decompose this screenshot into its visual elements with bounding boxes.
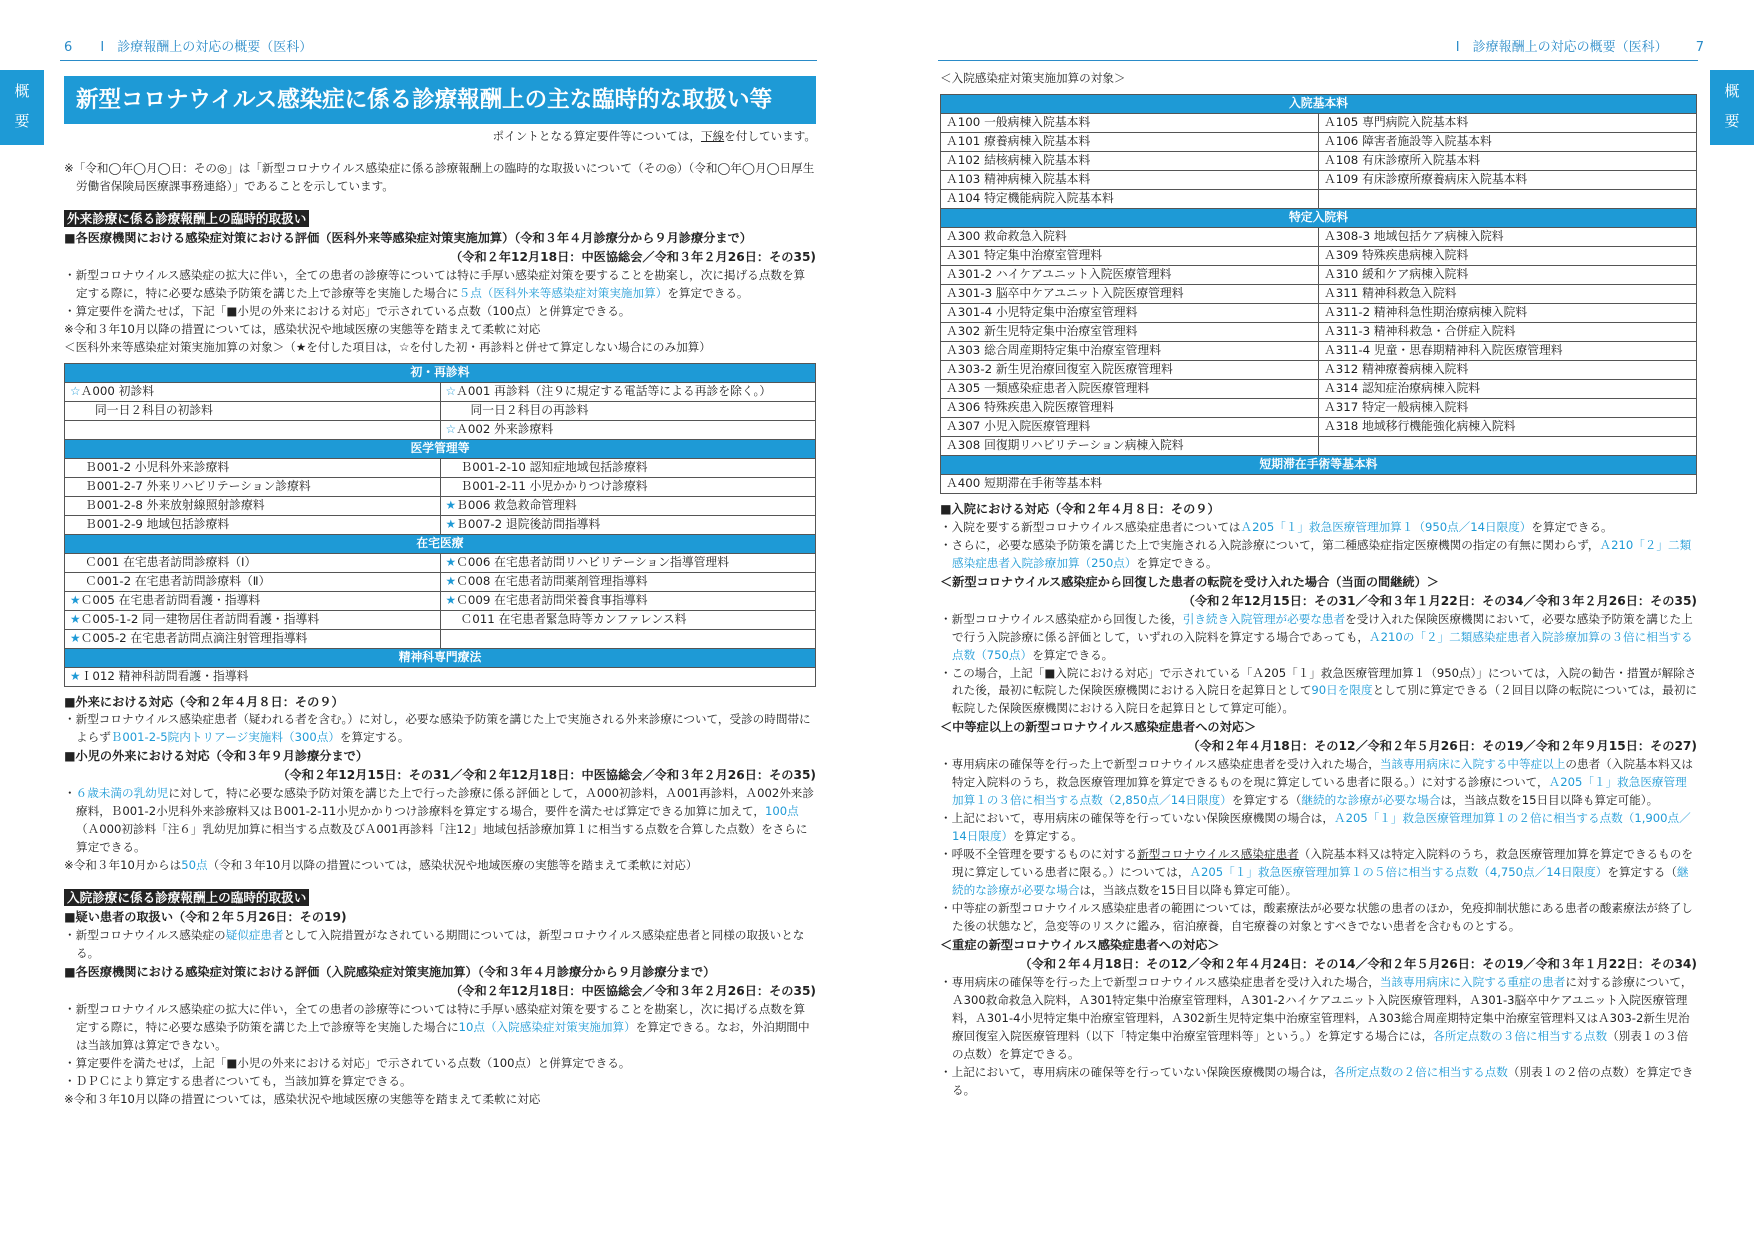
text: を算定できる。 xyxy=(667,285,749,300)
highlight-text: ５点（医科外来等感染症対策実施加算） xyxy=(458,285,668,300)
filled-star-icon: ★ xyxy=(445,555,457,570)
paragraph xyxy=(64,1001,816,1055)
paragraph xyxy=(940,846,1697,900)
table-cell: Ｂ001-2-7 外来リハビリテーション診療料 xyxy=(65,477,441,496)
table-cell: ☆Ａ002 外来診療料 xyxy=(440,420,816,439)
header-rule xyxy=(938,60,1698,61)
reference-line: （令和２年12月18日：中医協総会／令和３年２月26日：その35) xyxy=(450,249,816,264)
table-cell xyxy=(1319,436,1697,455)
highlight-text: Ａ210「２」二類感染症患者入院診療加算（250点） xyxy=(952,537,1692,570)
highlight-text: 疑似症患者 xyxy=(225,927,284,942)
table-cell: Ａ311-3 精神科救急・合併症入院料 xyxy=(1319,322,1697,341)
table-cell: Ａ317 特定一般病棟入院料 xyxy=(1319,398,1697,417)
outline-star-icon: ☆ xyxy=(445,384,457,399)
table-cell: Ａ301 特定集中治療室管理料 xyxy=(941,246,1319,265)
table-cell: Ｂ001-2 小児科外来診療料 xyxy=(65,458,441,477)
reference-line: （令和２年４月18日：その12／令和２年５月26日：その19／令和２年９月15日：その27) xyxy=(1187,739,1697,754)
text: ・この場合，上記「■入院における対応」で示されている「Ａ205「１」救急医療管理加算１（950点）」については，入院の勧告・措置が解除された後，最初に転院した保険医療機関における入院日を起算日として xyxy=(940,665,1697,698)
subheading: ■小児の外来における対応（令和３年９月診療分まで） xyxy=(64,749,369,764)
table-cell: Ａ306 特殊疾患入院医療管理料 xyxy=(941,398,1319,417)
subheading: ■各医療機関における感染症対策における評価（医科外来等感染症対策実施加算）（令和３年４月診療分から９月診療分まで） xyxy=(64,230,752,245)
filled-star-icon: ★ xyxy=(70,593,81,608)
text: は，当該点数を15日目以降も算定可能）。 xyxy=(1440,793,1659,808)
left-page-header xyxy=(64,38,312,58)
subheading: ＜中等症以上の新型コロナウイルス感染症患者への対応＞ xyxy=(940,720,1257,735)
text: に対して，特に必要な感染予防対策を講じた上で行った診療に係る評価として，Ａ000初診料，Ａ001再診料，Ａ002外来診療料，Ｂ001-2小児科外来診療料又はＢ001-2-11小児かかりつけ診療料を算定する場合，要件を満たせば算定できる加算に加えて， xyxy=(76,786,814,819)
table-cell: Ｂ001-2-8 外来放射線照射診療料 xyxy=(65,496,441,515)
chapter-tab-char: 要 xyxy=(1724,112,1740,130)
chapter-tab-char: 要 xyxy=(14,112,30,130)
highlight-text: 継続的な診療が必要な場合 xyxy=(952,865,1689,897)
paragraph: ＜医科外来等感染症対策実施加算の対象＞（★を付した項目は，☆を付した初・再診料と併せて算定しない場合にのみ加算） xyxy=(64,339,711,354)
highlight-text: 50点 xyxy=(181,858,208,873)
highlight-text: Ａ205「１」救急医療管理加算１の５倍に相当する点数（4,750点／14日限度） xyxy=(1189,865,1608,880)
table-cell: ☆Ａ000 初診料 xyxy=(65,382,441,401)
table-header: 医学管理等 xyxy=(65,439,816,458)
table-cell: Ａ305 一類感染症患者入院医療管理料 xyxy=(941,379,1319,398)
text: を算定できる。なお，外泊期間中は当該加算は算定できない。 xyxy=(76,1019,810,1052)
paragraph: ・算定要件を満たせば，下記「■小児の外来における対応」で示されている点数（100点）と併算定できる。 xyxy=(64,303,631,318)
text: （令和３年10月以降の措置については，感染状況や地域医療の実態等を踏まえて柔軟に対応） xyxy=(207,858,698,873)
text: ・上記において，専用病床の確保等を行っていない保険医療機関の場合は， xyxy=(940,1064,1334,1079)
right-column xyxy=(940,70,1697,1100)
table-header: 精神科専門療法 xyxy=(65,648,816,667)
right-page xyxy=(877,0,1754,1240)
reference-line: （令和２年４月18日：その12／令和２年４月24日：その14／令和２年５月26日：その19／令和３年１月22日：その34) xyxy=(1019,956,1697,971)
table-cell: Ｂ001-2-9 地域包括診療料 xyxy=(65,515,441,534)
table-cell: 同一日２科目の初診料 xyxy=(65,401,441,420)
text: （別表１の３倍の点数）を算定できる。 xyxy=(952,1028,1689,1061)
running-header-title: Ⅰ 診療報酬上の対応の概要（医科） xyxy=(100,40,313,55)
table-cell: Ａ104 特定機能病院入院基本料 xyxy=(941,189,1319,208)
running-header-title: Ⅰ 診療報酬上の対応の概要（医科） xyxy=(1455,40,1668,55)
table-cell: Ａ318 地域移行機能強化病棟入院料 xyxy=(1319,417,1697,436)
highlight-text: 10点（入院感染症対策実施加算） xyxy=(458,1019,636,1034)
paragraph xyxy=(64,857,816,875)
table-cell: Ａ300 救命救急入院料 xyxy=(941,227,1319,246)
text: を算定する。 xyxy=(1013,829,1083,844)
table-cell: Ａ100 一般病棟入院基本料 xyxy=(941,113,1319,132)
table-cell: Ａ311-4 児童・思春期精神科入院医療管理料 xyxy=(1319,341,1697,360)
paragraph xyxy=(64,785,816,857)
table-cell xyxy=(65,420,441,439)
paragraph: ・中等症の新型コロナウイルス感染症患者の範囲については，酸素療法が必要な状態の患者のほか，免疫抑制状態にある患者の酸素療法が終了した後の状態など，急変等のリスクに鑑み，宿泊療養，自宅療養の対象とすべきでない患者を含むものとする。 xyxy=(940,900,1693,933)
text: （Ａ000初診料「注６」乳幼児加算に相当する点数及びＡ001再診料「注12」地域包括診療加算１に相当する点数を合算した点数）をさらに算定できる。 xyxy=(76,822,808,855)
table-cell: Ａ400 短期滞在手術等基本料 xyxy=(941,474,1697,493)
table-cell: ★Ｃ005-1-2 同一建物居住者訪問看護・指導料 xyxy=(65,610,441,629)
text: ・専用病床の確保等を行った上で新型コロナウイルス感染症患者を受け入れた場合， xyxy=(940,757,1380,772)
paragraph xyxy=(940,1064,1697,1100)
table-cell: Ａ301-4 小児特定集中治療室管理料 xyxy=(941,303,1319,322)
text: に対する診療について，Ａ300救命救急入院料，Ａ301特定集中治療室管理料，Ａ301-2ハイケアユニット入院医療管理料，Ａ301-3脳卒中ケアユニット入院医療管理料，Ａ301-4小児特定集中治療室管理料，Ａ302新生児特定集中治療室管理料，Ａ303総合周産期特定集中治療室管理料又はＡ303-2新生児治療回復室入院医療管理料（以下「特定集中治療室管理料等」という。）を算定する場合には， xyxy=(952,974,1693,1043)
outline-star-icon: ☆ xyxy=(445,422,457,437)
table-cell: Ａ106 障害者施設等入院基本料 xyxy=(1319,132,1697,151)
text: ・新型コロナウイルス感染症の拡大に伴い，全ての患者の診療等については特に手厚い感染症対策を要することを勘案し，次に掲げる点数を算定する際に，特に必要な感染予防策を講じた上で診療等を実施した場合に xyxy=(64,1001,806,1034)
subheading: ＜重症の新型コロナウイルス感染症患者への対応＞ xyxy=(940,937,1220,952)
highlight-text: 当該専用病床に入院する中等症以上 xyxy=(1379,757,1566,772)
paragraph xyxy=(940,974,1697,1064)
text: を算定する。 xyxy=(339,730,410,745)
table-cell xyxy=(1319,189,1697,208)
highlight-text: 各所定点数の３倍に相当する点数 xyxy=(1433,1028,1608,1043)
paragraph: ・ＤＰＣにより算定する患者についても，当該加算を算定できる。 xyxy=(64,1073,412,1088)
table-cell: Ａ308-3 地域包括ケア病棟入院料 xyxy=(1319,227,1697,246)
header-rule xyxy=(60,60,817,61)
table-cell: ★Ｂ007-2 退院後訪問指導料 xyxy=(440,515,816,534)
paragraph: ※令和３年10月以降の措置については，感染状況や地域医療の実態等を踏まえて柔軟に対応 xyxy=(64,321,541,336)
table-cell: Ａ108 有床診療所入院基本料 xyxy=(1319,151,1697,170)
table-header: 短期滞在手術等基本料 xyxy=(941,455,1697,474)
highlight-text: 各所定点数の２倍に相当する点数 xyxy=(1333,1064,1508,1079)
chapter-tab xyxy=(1710,70,1754,145)
table-cell: Ａ301-2 ハイケアユニット入院医療管理料 xyxy=(941,265,1319,284)
paragraph xyxy=(940,665,1697,719)
table-cell: ★Ｃ008 在宅患者訪問薬剤管理指導料 xyxy=(440,572,816,591)
table-cell: Ａ307 小児入院医療管理料 xyxy=(941,417,1319,436)
table-cell: ★Ｃ005-2 在宅患者訪問点滴注射管理指導料 xyxy=(65,629,441,648)
page-title: 新型コロナウイルス感染症に係る診療報酬上の主な臨時的な取扱い等 xyxy=(64,76,816,124)
highlight-text: Ａ205「１」救急医療管理加算１の２倍に相当する点数（1,900点／14日限度） xyxy=(952,811,1691,844)
left-column xyxy=(64,128,816,1108)
table-cell: Ｃ001-2 在宅患者訪問診療料（Ⅱ） xyxy=(65,572,441,591)
text: ・上記において，専用病床の確保等を行っていない保険医療機関の場合は， xyxy=(940,811,1334,826)
text: ・新型コロナウイルス感染症の xyxy=(64,927,226,942)
table-cell xyxy=(440,629,816,648)
paragraph xyxy=(940,611,1697,665)
text: を付しています。 xyxy=(724,129,816,143)
paragraph xyxy=(940,519,1697,537)
highlight-text: Ｂ001-2-5院内トリアージ実施料（300点） xyxy=(110,730,340,745)
text: ・入院を要する新型コロナウイルス感染症患者については xyxy=(940,519,1241,534)
table-cell: Ａ302 新生児特定集中治療室管理料 xyxy=(941,322,1319,341)
table-header: 特定入院料 xyxy=(941,208,1697,227)
table-cell: Ａ310 緩和ケア病棟入院料 xyxy=(1319,265,1697,284)
subheading: ■各医療機関における感染症対策における評価（入院感染症対策実施加算）（令和３年４月診療分から９月診療分まで） xyxy=(64,964,716,979)
table-header: 入院基本料 xyxy=(941,94,1697,113)
text: ・専用病床の確保等を行った上で新型コロナウイルス感染症患者を受け入れた場合， xyxy=(940,974,1380,989)
paragraph xyxy=(940,756,1697,810)
table-cell: Ａ312 精神療養病棟入院料 xyxy=(1319,360,1697,379)
table-cell: Ａ314 認知症治療病棟入院料 xyxy=(1319,379,1697,398)
paragraph: ※令和３年10月以降の措置については，感染状況や地域医療の実態等を踏まえて柔軟に対応 xyxy=(64,1091,541,1106)
text: ポイントとなる算定要件等については， xyxy=(492,129,701,143)
text: を算定できる。 xyxy=(1136,555,1218,570)
highlight-text: Ａ205「１」救急医療管理加算１（950点／14日限度） xyxy=(1240,519,1532,534)
text: ※令和３年10月からは xyxy=(64,858,182,873)
text: ・呼吸不全管理を要するものに対する xyxy=(940,847,1138,862)
reference-line: （令和２年12月15日：その31／令和２年12月18日：中医協総会／令和３年２月26日：その35) xyxy=(277,768,816,783)
highlight-text: 当該専用病床に入院する重症の患者 xyxy=(1379,974,1566,989)
text: （入院基本料又は特定入院料のうち，救急医療管理加算を算定できるものを現に算定している患者に限る。）については， xyxy=(952,847,1693,880)
filled-star-icon: ★ xyxy=(70,631,81,646)
table-cell: ★Ｂ006 救急救命管理料 xyxy=(440,496,816,515)
text: は，当該点数を15日目以降も算定可能）。 xyxy=(1079,883,1298,897)
table-cell: Ａ101 療養病棟入院基本料 xyxy=(941,132,1319,151)
table-cell: Ａ303 総合周産期特定集中治療室管理料 xyxy=(941,341,1319,360)
paragraph xyxy=(64,927,816,963)
text: を算定できる。 xyxy=(1531,519,1613,534)
text: 下線 xyxy=(700,129,725,143)
table-cell: Ａ311 精神科救急入院料 xyxy=(1319,284,1697,303)
text: ・ xyxy=(64,786,76,801)
table-header: 初・再診料 xyxy=(65,363,816,382)
filled-star-icon: ★ xyxy=(70,612,81,627)
table-cell: ★Ｃ009 在宅患者訪問栄養食事指導料 xyxy=(440,591,816,610)
text: として別に算定できる（２回目以降の転院については，最初に転院した保険医療機関における入院日を起算日として算定可能）。 xyxy=(952,683,1697,716)
inpatient-target-table xyxy=(940,94,1697,494)
paragraph xyxy=(940,537,1697,573)
table-cell: Ａ109 有床診療所療養病床入院基本料 xyxy=(1319,170,1697,189)
table-cell: Ａ311-2 精神科急性期治療病棟入院料 xyxy=(1319,303,1697,322)
section-heading-inpatient: 入院診療に係る診療報酬上の臨時的取扱い xyxy=(64,889,309,906)
page-number: 7 xyxy=(1695,40,1704,55)
subheading: ■外来における対応（令和２年４月８日：その９） xyxy=(64,694,344,709)
text: を算定できる。 xyxy=(1032,647,1114,662)
table-cell: Ａ103 精神病棟入院基本料 xyxy=(941,170,1319,189)
text: を算定する（ xyxy=(1607,865,1677,880)
highlight-text: Ａ210の「２」二類感染症患者入院診療加算の３倍に相当する点数（750点） xyxy=(952,629,1693,662)
text: ・新型コロナウイルス感染症患者（疑われる者を含む。）に対し，必要な感染予防策を講じた上で実施される外来診療について，受診の時間帯によらず xyxy=(64,712,811,745)
table-header: 在宅医療 xyxy=(65,534,816,553)
filled-star-icon: ★ xyxy=(445,517,457,532)
highlight-text: ６歳未満の乳幼児 xyxy=(75,786,169,801)
underlined-text: 新型コロナウイルス感染症患者 xyxy=(1137,847,1299,862)
table-cell: Ｃ001 在宅患者訪問診療料（Ⅰ） xyxy=(65,553,441,572)
text: ・新型コロナウイルス感染症から回復した後， xyxy=(940,611,1183,626)
chapter-tab xyxy=(0,70,44,145)
subheading: ＜新型コロナウイルス感染症から回復した患者の転院を受け入れた場合（当面の間継続）＞ xyxy=(940,574,1439,589)
highlight-text: 引き続き入院管理が必要な患者 xyxy=(1182,611,1346,626)
highlight-text: Ａ205「１」救急医療管理加算１の３倍に相当する点数（2,850点／14日限度） xyxy=(952,775,1687,808)
table-cell: 同一日２科目の再診料 xyxy=(440,401,816,420)
subheading: ■入院における対応（令和２年４月８日：その９） xyxy=(940,501,1220,516)
text: ・新型コロナウイルス感染症の拡大に伴い，全ての患者の診療等については特に手厚い感染症対策を要することを勘案し，次に掲げる点数を算定する際に，特に必要な感染予防策を講じた上で診療等を実施した場合に xyxy=(64,267,806,300)
chapter-tab-char: 概 xyxy=(14,82,30,100)
text: の患者（入院基本料又は特定入院料のうち，救急医療管理加算を算定できるものを現に算定している患者に限る。）に対する診療について， xyxy=(952,757,1693,790)
table-cell: Ａ309 特殊疾患病棟入院料 xyxy=(1319,246,1697,265)
note-reference: ※「令和◯年◯月◯日：その◎」は「新型コロナウイルス感染症に係る診療報酬上の臨時的な取扱いについて（その◎）（令和◯年◯月◯日厚生労働省保険局医療課事務連絡）」であることを示しています。 xyxy=(64,160,815,193)
filled-star-icon: ★ xyxy=(445,574,457,589)
highlight-text: 継続的な診療が必要な場合 xyxy=(1301,793,1441,808)
paragraph xyxy=(64,267,816,303)
text: （別表１の２倍の点数）を算定できる。 xyxy=(952,1064,1694,1097)
highlight-text: 100点 xyxy=(764,804,799,819)
table-cell: ★Ｉ012 精神科訪問看護・指導料 xyxy=(65,667,816,686)
page-number: 6 xyxy=(64,40,73,55)
table-caption: ＜入院感染症対策実施加算の対象＞ xyxy=(940,71,1126,85)
text: ・さらに，必要な感染予防策を講じた上で実施される入院診療について，第二種感染症指定医療機関の指定の有無に関わらず， xyxy=(940,537,1600,552)
table-cell: Ｂ001-2-10 認知症地域包括診療料 xyxy=(440,458,816,477)
outpatient-target-table xyxy=(64,363,816,687)
table-cell: Ａ303-2 新生児治療回復室入院医療管理料 xyxy=(941,360,1319,379)
reference-line: （令和２年12月18日：中医協総会／令和３年２月26日：その35) xyxy=(450,983,816,998)
filled-star-icon: ★ xyxy=(445,593,457,608)
table-cell: Ａ301-3 脳卒中ケアユニット入院医療管理料 xyxy=(941,284,1319,303)
outline-star-icon: ☆ xyxy=(70,384,81,399)
reference-line: （令和２年12月15日：その31／令和３年１月22日：その34／令和３年２月26日：その35) xyxy=(1182,593,1697,608)
table-cell: Ｃ011 在宅患者緊急時等カンファレンス料 xyxy=(440,610,816,629)
highlight-text: 90日を限度 xyxy=(1311,683,1373,698)
paragraph: ・算定要件を満たせば，上記「■小児の外来における対応」で示されている点数（100点）と併算定できる。 xyxy=(64,1055,631,1070)
table-cell: Ａ102 結核病棟入院基本料 xyxy=(941,151,1319,170)
right-page-header xyxy=(1456,38,1704,58)
filled-star-icon: ★ xyxy=(70,669,81,684)
paragraph xyxy=(64,711,816,747)
section-heading-outpatient: 外来診療に係る診療報酬上の臨時的取扱い xyxy=(64,210,309,227)
table-cell: ☆Ａ001 再診料（注９に規定する電話等による再診を除く。） xyxy=(440,382,816,401)
chapter-tab-char: 概 xyxy=(1724,82,1740,100)
text: を算定する（ xyxy=(1231,793,1302,808)
table-cell: Ａ105 専門病院入院基本料 xyxy=(1319,113,1697,132)
subheading: ■疑い患者の取扱い（令和２年５月26日：その19) xyxy=(64,910,347,924)
filled-star-icon: ★ xyxy=(445,498,457,513)
text: を受け入れた保険医療機関において，必要な感染予防策を講じた上で行う入院診療に係る評価として，いずれの入院料を算定する場合であっても， xyxy=(952,611,1693,644)
paragraph xyxy=(940,810,1697,846)
table-cell: Ｂ001-2-11 小児かかりつけ診療料 xyxy=(440,477,816,496)
table-cell: ★Ｃ006 在宅患者訪問リハビリテーション指導管理料 xyxy=(440,553,816,572)
table-cell: ★Ｃ005 在宅患者訪問看護・指導料 xyxy=(65,591,441,610)
note-point xyxy=(64,128,816,146)
text: として入院措置がなされている期間については，新型コロナウイルス感染症患者と同様の取扱いとなる。 xyxy=(76,927,805,960)
table-cell: Ａ308 回復期リハビリテーション病棟入院料 xyxy=(941,436,1319,455)
